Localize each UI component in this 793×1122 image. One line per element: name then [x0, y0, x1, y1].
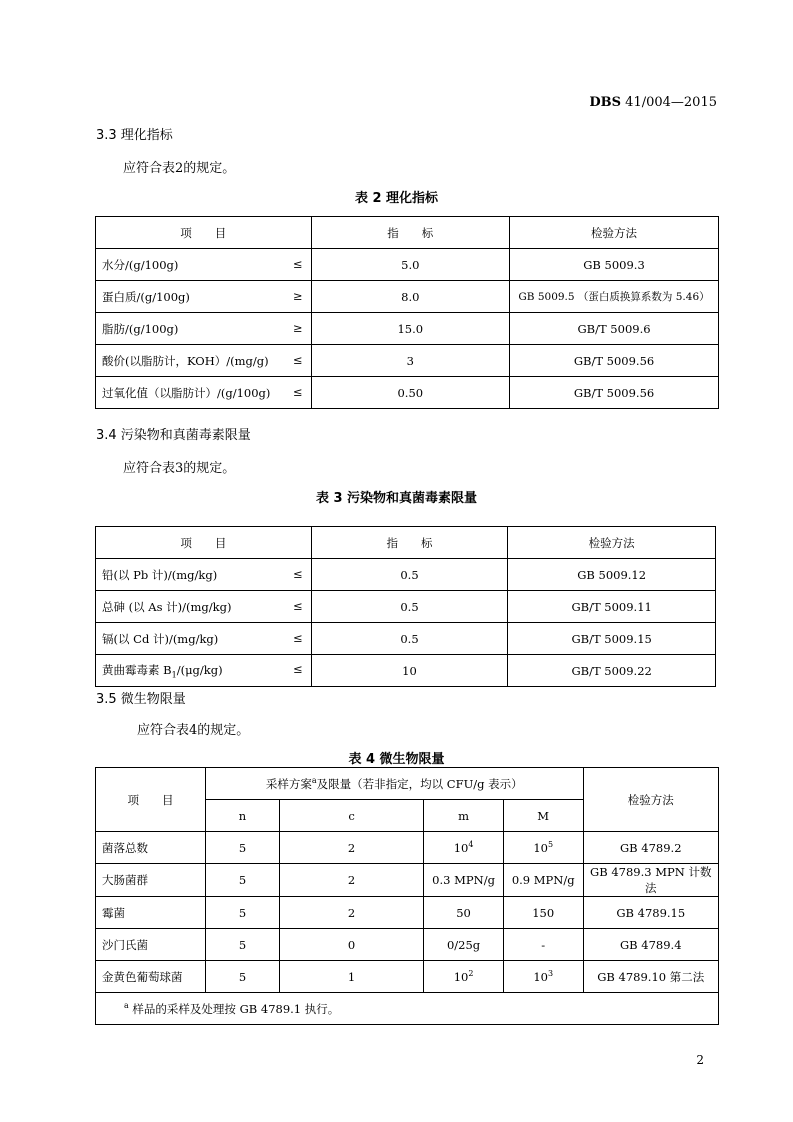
- table-row: [96, 655, 716, 687]
- page-number: 2: [696, 1053, 704, 1067]
- col-header-method: 检验方法: [583, 768, 718, 832]
- item-cell: 镉(以 Cd 计)/(mg/kg) ≤: [96, 623, 312, 655]
- paragraph-3-3: 应符合表2的规定。: [123, 161, 236, 176]
- method-cell: GB/T 5009.22: [508, 655, 716, 687]
- table-2-caption: 表 2 理化指标: [354, 191, 439, 206]
- method-cell: GB/T 5009.15: [508, 623, 716, 655]
- method-cell: GB 5009.5 （蛋白质换算系数为 5.46）: [510, 281, 719, 313]
- value-cell: 5.0: [311, 249, 509, 281]
- table-row: [96, 864, 719, 897]
- table-3-caption: 表 3 污染物和真菌毒素限量: [315, 491, 478, 506]
- value-cell: 3: [311, 345, 509, 377]
- c-cell: 1: [279, 961, 423, 993]
- value-cell: 8.0: [311, 281, 509, 313]
- item-cell: 黄曲霉毒素 $B_1/(\mu g/kg)$ ≤: [96, 655, 312, 687]
- n-cell: 5: [206, 929, 280, 961]
- item-cell: 金黄色葡萄球菌: [96, 961, 206, 993]
- paragraph-3-4: 应符合表3的规定。: [123, 461, 236, 476]
- value-cell: 0.5: [311, 559, 508, 591]
- c-cell: 2: [279, 832, 423, 864]
- section-heading-3-5: 3.5 微生物限量: [96, 692, 186, 707]
- item-cell: 蛋白质/(g/100g) ≥: [96, 281, 312, 313]
- table-row: [96, 961, 719, 993]
- method-cell: GB 4789.3 MPN 计数法: [583, 864, 718, 897]
- item-cell: 过氧化值（以脂肪计）/(g/100g) ≤: [96, 377, 312, 409]
- standard-number: DBS 41/004—2015: [589, 95, 717, 110]
- table-note: $^a$ 样品的采样及处理按 GB 4789.1 执行。: [96, 993, 719, 1025]
- M-cell: $10^5$: [503, 832, 583, 864]
- method-cell: GB 5009.3: [510, 249, 719, 281]
- col-header-m: m: [424, 800, 504, 832]
- item-cell: 总砷 (以 As 计)/(mg/kg) ≤: [96, 591, 312, 623]
- item-cell: 霉菌: [96, 897, 206, 929]
- table-header-row: [96, 527, 716, 559]
- method-cell: GB 4789.15: [583, 897, 718, 929]
- M-cell: 0.9 MPN/g: [503, 864, 583, 897]
- value-cell: 0.5: [311, 623, 508, 655]
- method-cell: GB/T 5009.6: [510, 313, 719, 345]
- table-4: [95, 767, 719, 1025]
- method-cell: GB/T 5009.56: [510, 345, 719, 377]
- col-header-value: 指 标: [311, 217, 509, 249]
- col-header-value: 指 标: [311, 527, 508, 559]
- item-cell: 酸价(以脂肪计，KOH）/(mg/g) ≤: [96, 345, 312, 377]
- value-cell: 0.50: [311, 377, 509, 409]
- table-row: [96, 313, 719, 345]
- section-heading-3-4: 3.4 污染物和真菌毒素限量: [96, 428, 251, 443]
- method-cell: GB 4789.10 第二法: [583, 961, 718, 993]
- col-header-n: n: [206, 800, 280, 832]
- table-row: [96, 559, 716, 591]
- section-heading-3-3: 3.3 理化指标: [96, 128, 173, 143]
- col-header-M: M: [503, 800, 583, 832]
- M-cell: $10^3$: [503, 961, 583, 993]
- col-header-method: 检验方法: [508, 527, 716, 559]
- table-row: [96, 345, 719, 377]
- paragraph-3-5: 应符合表4的规定。: [137, 723, 250, 738]
- m-cell: $10^4$: [424, 832, 504, 864]
- m-cell: $10^2$: [424, 961, 504, 993]
- item-cell: 铅(以 Pb 计)/(mg/kg) ≤: [96, 559, 312, 591]
- table-2: [95, 216, 719, 409]
- table-row: [96, 832, 719, 864]
- method-cell: GB 5009.12: [508, 559, 716, 591]
- table-row: [96, 897, 719, 929]
- item-cell: 脂肪/(g/100g) ≥: [96, 313, 312, 345]
- value-cell: 15.0: [311, 313, 509, 345]
- item-cell: 大肠菌群: [96, 864, 206, 897]
- n-cell: 5: [206, 864, 280, 897]
- table-header-row: [96, 768, 719, 800]
- c-cell: 0: [279, 929, 423, 961]
- method-cell: GB/T 5009.56: [510, 377, 719, 409]
- item-cell: 菌落总数: [96, 832, 206, 864]
- table-header-row: [96, 217, 719, 249]
- item-cell: 沙门氏菌: [96, 929, 206, 961]
- table-note-row: [96, 993, 719, 1025]
- item-cell: 水分/(g/100g) ≤: [96, 249, 312, 281]
- col-header-c: c: [279, 800, 423, 832]
- c-cell: 2: [279, 897, 423, 929]
- table-row: [96, 929, 719, 961]
- col-header-item: 项 目: [96, 527, 312, 559]
- col-header-item: 项 目: [96, 217, 312, 249]
- m-cell: 0/25g: [424, 929, 504, 961]
- table-3: [95, 526, 716, 687]
- method-cell: GB 4789.2: [583, 832, 718, 864]
- method-cell: GB/T 5009.11: [508, 591, 716, 623]
- n-cell: 5: [206, 897, 280, 929]
- n-cell: 5: [206, 832, 280, 864]
- m-cell: 0.3 MPN/g: [424, 864, 504, 897]
- value-cell: 10: [311, 655, 508, 687]
- col-header-plan: 采样方案$^a$及限量（若非指定，均以 CFU/g 表示）: [206, 768, 583, 800]
- c-cell: 2: [279, 864, 423, 897]
- n-cell: 5: [206, 961, 280, 993]
- table-row: [96, 377, 719, 409]
- table-row: [96, 249, 719, 281]
- table-row: [96, 281, 719, 313]
- M-cell: -: [503, 929, 583, 961]
- M-cell: 150: [503, 897, 583, 929]
- table-row: [96, 623, 716, 655]
- m-cell: 50: [424, 897, 504, 929]
- col-header-item: 项 目: [96, 768, 206, 832]
- method-cell: GB 4789.4: [583, 929, 718, 961]
- table-row: [96, 591, 716, 623]
- table-4-caption: 表 4 微生物限量: [348, 752, 445, 767]
- value-cell: 0.5: [311, 591, 508, 623]
- col-header-method: 检验方法: [510, 217, 719, 249]
